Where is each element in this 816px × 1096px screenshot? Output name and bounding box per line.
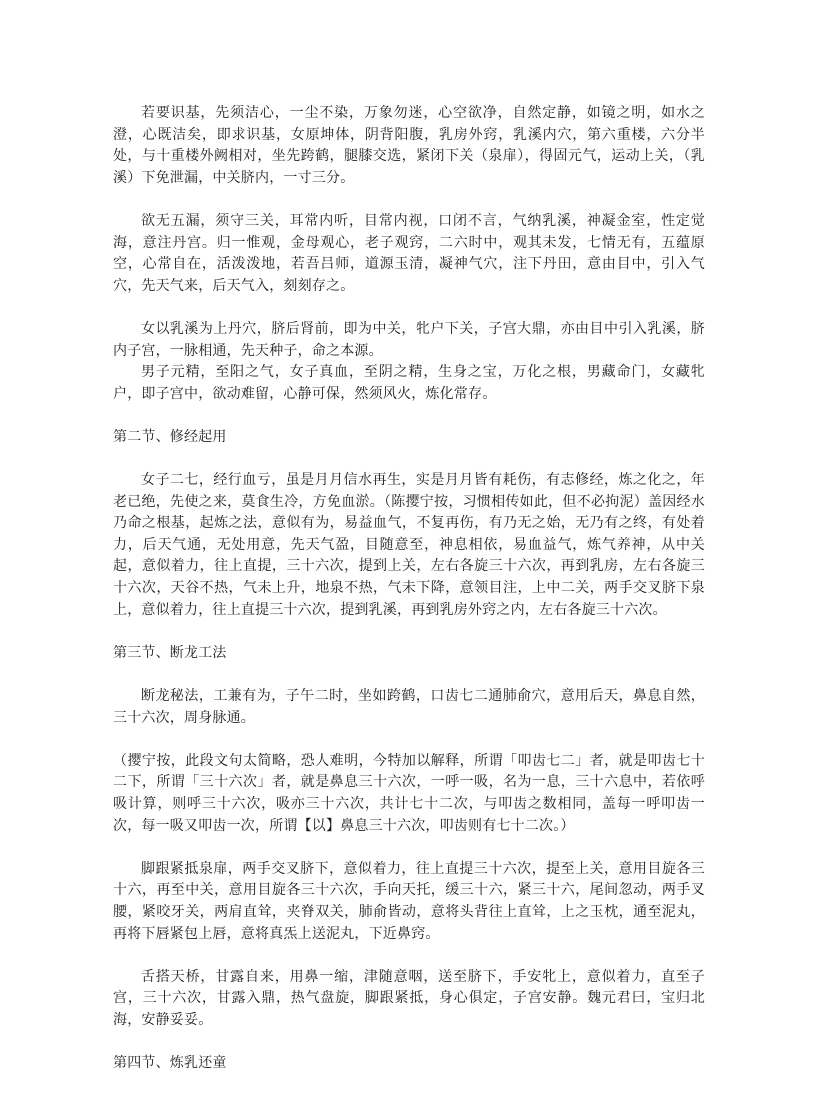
paragraph-yingning-annotation: （撄宁按，此段文句太简略，恐人难明，今特加以解释，所谓「叩齿七二」者，就是叩齿七十二下，所谓「三十六次」者，就是鼻息三十六次，一呼一吸，名为一息，三十六息中，若依呼吸计算，则呼三十六次，吸亦三十六次，共计七十二次，与叩齿之数相同，盖每一呼叩齿一次，每一吸又叩齿一次，所谓【以】鼻息三十六次，叩齿则有七十二次。）: [113, 753, 705, 834]
paragraph-wulou: 欲无五漏，须守三关，耳常内听，目常内视，口闭不言，气纳乳溪，神凝金室，性定觉海，意注丹宫。归一惟观，金母观心，老子观窍，二六时中，观其未发，七情无有，五蕴原空，心常自在，活泼泼地，若吾吕师，道源玉清，凝神气穴，注下丹田，意由目中，引入气穴，先天气来，后天气入，刻刻存之。: [113, 213, 705, 294]
section-heading-4-lianru: 第四节、炼乳还童: [113, 1056, 227, 1072]
section-heading-3-duanlong: 第三节、断龙工法: [113, 645, 227, 661]
paragraph-yuanjing-zhenxue: 男子元精，至阳之气，女子真血，至阴之精，生身之宝，万化之根，男藏命门，女藏牝户，即子宫中，欲动难留，心静可保，然须风火，炼化常存。: [113, 365, 705, 402]
document-text-block: [113, 103, 705, 1096]
paragraph-sheda-tianqiao: 舌搭天桥，甘露自来，用鼻一缩，津随意咽，送至脐下，手安牝上，意似着力，直至子宫，三十六次，甘露入鼎，热气盘旋，脚跟紧抵，身心俱定，子宫安静。魏元君曰，宝归北海，安静妥妥。: [113, 969, 705, 1028]
paragraph-duanlong-method: 断龙秘法，工兼有为，子午二时，坐如跨鹤，口齿七二通肺俞穴，意用后天，鼻息自然，三十六次，周身脉通。: [113, 689, 705, 726]
paragraph-shiji: 若要识基，先须洁心，一尘不染，万象勿迷，心空欲净，自然定静，如镜之明，如水之澄，心既洁矣，即求识基，女原坤体，阴背阳腹，乳房外窍，乳溪内穴，第六重楼，六分半处，与十重楼外阙相对，坐先跨鹤，腿膝交选，紧闭下关（泉扉），得固元气，运动上关，（乳溪）下免泄漏，中关脐内，一寸三分。: [113, 106, 705, 186]
paragraph-jiaogen-quanfei: 脚跟紧抵泉扉，两手交叉脐下，意似着力，往上直提三十六次，提至上关，意用目旋各三十六，再至中关，意用目旋各三十六次，手向天托，缓三十六，紧三十六，尾间忽动，两手叉腰，紧咬牙关，两肩直耸，夹脊双关，肺俞皆动，意将头背往上直耸，上之玉枕，通至泥丸，再将下唇紧包上唇，意将真炁上送泥丸，下近鼻窍。: [113, 861, 705, 942]
section-heading-2-xiujing: 第二节、修经起用: [113, 429, 227, 445]
paragraph-ruxi-dantian: 女以乳溪为上丹穴，脐后肾前，即为中关，牝户下关，子宫大鼎，亦由目中引入乳溪，脐内子宫，一脉相通，先天种子，命之本源。: [113, 321, 705, 359]
paragraph-xiujing-method: 女子二七，经行血亏，虽是月月信水再生，实是月月皆有耗伤，有志修经，炼之化之，年老已绝，先使之来，莫食生冷，方免血淤。（陈撄宁按，习惯相传如此，但不必拘泥）盖因经水乃命之根基，起炼之法，意似有为，易益血气，不复再伤，有乃无之始，无乃有之终，有处着力，后天气通，无处用意，先天气盈，目随意至，神息相依，易血益气，炼气养神，从中关起，意似着力，往上直提，三十六次，提到上关，左右各旋三十六次，再到乳房，左右各旋三十六次，天谷不热，气未上升，地泉不热，气未下降，意领目注，上中二关，两手交叉脐下泉上，意似着力，往上直提三十六次，提到乳溪，再到乳房外窍之内，左右各旋三十六次。: [113, 473, 705, 618]
